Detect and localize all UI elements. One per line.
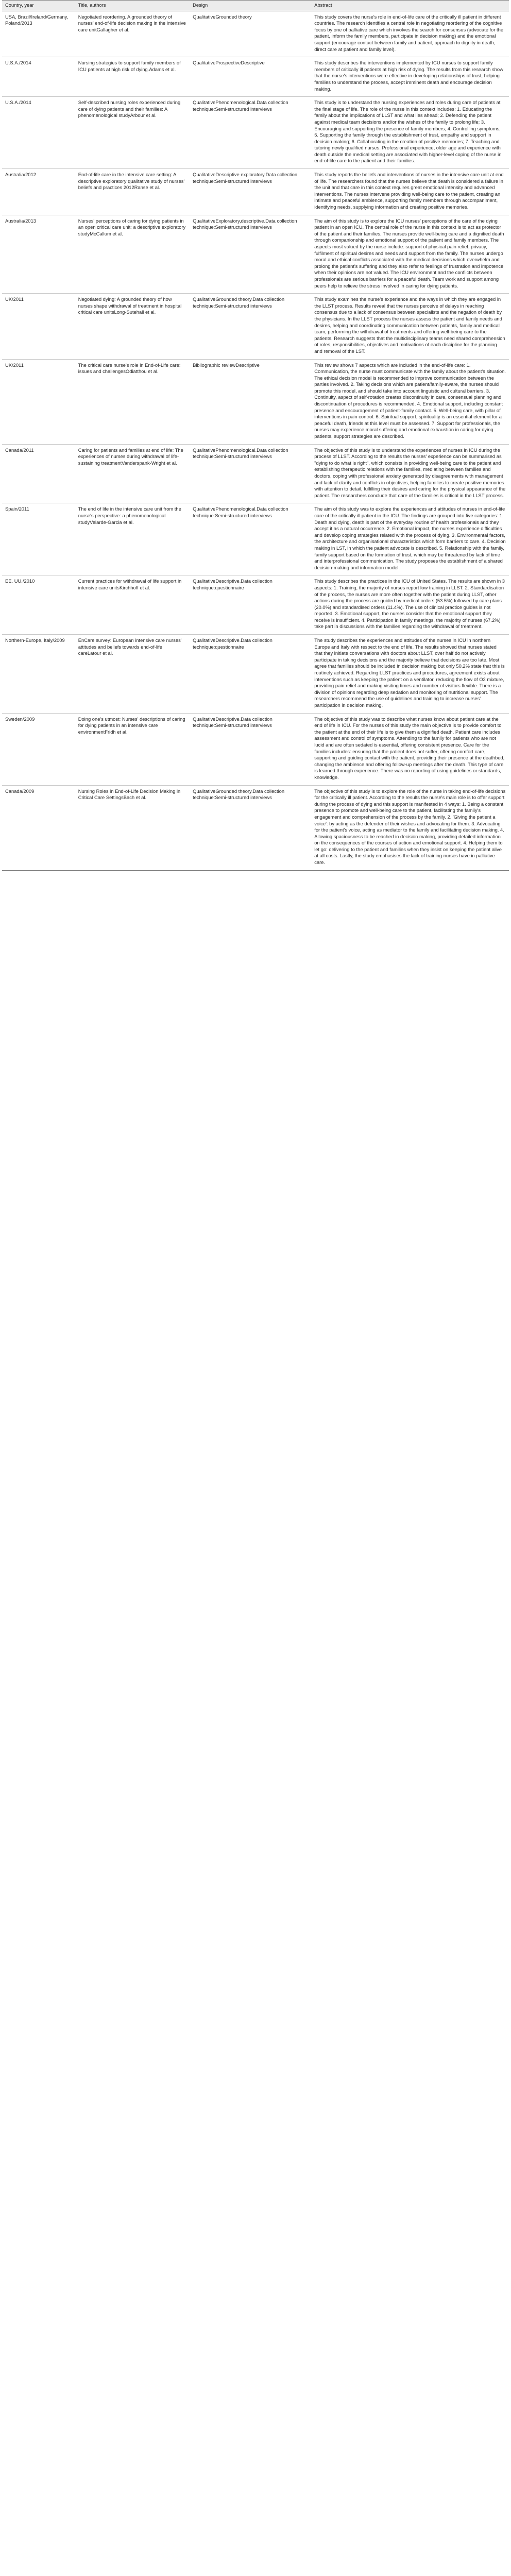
cell-design: QualitativeExploratory,descriptive.Data collection technique:Semi-structured interviews bbox=[190, 215, 311, 294]
table-row bbox=[2, 215, 509, 294]
table-row bbox=[2, 575, 509, 635]
literature-review-table bbox=[2, 0, 509, 871]
cell-design: Bibliographic reviewDescriptive bbox=[190, 359, 311, 444]
cell-country-year: USA, Brazil/Ireland/Germany, Poland/2013 bbox=[2, 11, 75, 57]
table-header bbox=[2, 1, 509, 11]
table-row bbox=[2, 713, 509, 785]
cell-design: QualitativeProspectiveDescriptive bbox=[190, 57, 311, 97]
table-row bbox=[2, 359, 509, 444]
cell-title-authors: End-of-life care in the intensive care setting: A descriptive exploratory qualitative study of nurses' beliefs and practices 2012Ranse et al. bbox=[75, 169, 190, 215]
cell-abstract: This study describes the practices in the ICU of United States. The results are shown in 3 aspects: 1. Training, the majority of nurses report low training in LLST. 2. Standardisation of the process, the nurses are more often together with the patient during LLST, other actions during the process are guided by medical orders (53.5%) followed by care plans (20.0%) and standardised orders (11.4%). The use of clinical practice guides is not reported. 3. Emotional support, the nurses consider that the emotional support they receive is insufficient. 4. Participation in family meetings, the majority of nurses (67.2%) take part in discussions with the families regarding the withdrawal of treatment. bbox=[311, 575, 509, 635]
header-design: Design bbox=[190, 1, 311, 11]
cell-country-year: Australia/2013 bbox=[2, 215, 75, 294]
cell-design: QualitativePhenomenological.Data collection technique:Semi-structured interviews bbox=[190, 503, 311, 575]
cell-design: QualitativeGrounded theory bbox=[190, 11, 311, 57]
table-row bbox=[2, 11, 509, 57]
cell-design: QualitativePhenomenological.Data collection technique:Semi-structured interviews bbox=[190, 97, 311, 169]
table-row bbox=[2, 785, 509, 870]
header-country-year: Country, year bbox=[2, 1, 75, 11]
header-row bbox=[2, 1, 509, 11]
cell-title-authors: Nursing strategies to support family members of ICU patients at high risk of dying.Adams et al. bbox=[75, 57, 190, 97]
cell-title-authors: The end of life in the intensive care unit from the nurse's perspective: a phenomenological studyVelarde-Garcia et al. bbox=[75, 503, 190, 575]
cell-abstract: The objective of this study was to describe what nurses know about patient care at the end of life in ICU. For the nurses of this study the main objective is to provide comfort to the patient at the end of their life is to give them a dignified death. Patient care includes assessment and control of symptoms. Attending to the family for patients who are not lucid and are often sedated is essential, offering consistent presence. Care for the families includes: ensuring that the patient does not suffer, offering comfort care, supporting and guiding contact with the patient, providing their presence at the deathbed, changing the ambience and offering follow-up meetings after the death. This type of care is learned through experience. There was no reporting of using guidelines or standards, knowledge. bbox=[311, 713, 509, 785]
cell-abstract: This review shows 7 aspects which are included in the end-of-life care: 1. Communication, the nurse must communicate with the family about the patient's situation. The ethical decision model is recommended to improve communication between the parties involved. 2. Taking decisions which are patient/family-aware, the nurses should promote this model, and should take into account linguistic and cultural barriers. 3. Continuity, aspect of self-rotation creates discontinuity in care, consensual planning and discontinuation of procedures is recommended. 4. Emotional support, including constant presence and encouragement of patient-family contact. 5. Well-being care, with pillar of interventions in pain control. 6. Spiritual support, spirituality is an essential element for a peaceful death, friends at this level must be assessed. 7. Support for professionals, the nurses may experience moral suffering and emotional exhaustion in caring for dying patients, support strategies are described. bbox=[311, 359, 509, 444]
table-row bbox=[2, 294, 509, 359]
cell-country-year: U.S.A./2014 bbox=[2, 57, 75, 97]
table-row bbox=[2, 635, 509, 714]
cell-abstract: This study reports the beliefs and interventions of nurses in the intensive care unit at end of life. The researchers found that the nurses believe that death is considered a failure in the unit and that care in this context requires great emotional intensity and advanced interventions. The nurses intervene providing well-being care to the patient, creating an intimate and peaceful ambience, supporting family members through accompaniment, identifying needs, supplying information and creating positive memories. bbox=[311, 169, 509, 215]
cell-country-year: Canada/2009 bbox=[2, 785, 75, 870]
cell-abstract: The objective of this study is to explore the role of the nurse in taking end-of-life decisions for the critically ill patient. According to the results the nurse's main role is to offer support during the process of dying and this support is manifested in 4 ways: 1. Being a constant presence to promote and well-being care to the patient, facilitating the family's engagement and comprehension of the process by the family. 2. 'Giving the patient a voice': by acting as the defender of their wishes and advocating for them. 3. Advocating for the patient's voice, acting as mediator to the family and facilitating decision making. 4. Allowing spaciousness to be reached in decision making, providing detailed information on the consequences of the courses of action and emotional support. 4. Helping them to let go: delivering to the patient and families when they insist on keeping the patient alive at all costs. Lastly, the study emphasises the lack of training nurses have in palliative care. bbox=[311, 785, 509, 870]
cell-title-authors: Negotiated reordering. A grounded theory of nurses' end-of-life decision making in the intensive care unitGallagher et al. bbox=[75, 11, 190, 57]
table-row bbox=[2, 444, 509, 503]
cell-abstract: This study covers the nurse's role in end-of-life care of the critically ill patient in different countries. The research identifies a central role in negotiating reordering of the cognitive focus by one of palliative care which involves the search for consensus (advocate for the patient, inform the family members, participate in decision making) and the emotional support (encourage contact between family and patient, approach to dignity in death, direct care at patient and family level). bbox=[311, 11, 509, 57]
cell-title-authors: Caring for patients and families at end of life: The experiences of nurses during withdrawal of life-sustaining treatmentVanderspank-Wright et al. bbox=[75, 444, 190, 503]
cell-design: QualitativeDescriptive.Data collection technique:questionnaire bbox=[190, 635, 311, 714]
cell-title-authors: Negotiated dying: A grounded theory of how nurses shape withdrawal of treatment in hospital critical care unitsLong-Sutehall et al. bbox=[75, 294, 190, 359]
cell-abstract: The objective of this study is to understand the experiences of nurses in ICU during the process of LLST. According to the results the nurses' experience can be summarised as "dying to do what is right", which consists in providing well-being care to the patient and establishing therapeutic relations with the families, mediating between families and doctors, coping with professional anxiety generated by disagreements with management and lack of clarity and conflicts in objectives, helping families to create positive memories with attention to detail, fulfilling their desires and caring for the physical appearance of the patient. The researchers conclude that care of the families is critical in the LLST process. bbox=[311, 444, 509, 503]
cell-abstract: This study describes the interventions implemented by ICU nurses to support family members of critically ill patients at high risk of dying. The results from this research show that the nurse's interventions were effective in developing relationships of trust, helping families to understand the process, accept imminent death and encourage decision making. bbox=[311, 57, 509, 97]
cell-abstract: The study describes the experiences and attitudes of the nurses in ICU in northern Europe and Italy with respect to the end of life. The results showed that nurses stated that they initiate conversations with doctors about LLST, over half do not actively participate in taking decisions and the majority believe that decisions are too late. Most agree that families should be included in decision making but only 50.2% state that this is routinely achieved. Regarding LLST practices and procedures, agreement exists about interventions such as keeping the patient on a ventilator, reducing the flow of O2 mixture, providing pain relief and making visiting times and number of visitors flexible. There is a division of opinions regarding deep sedation and monitoring of nutritional support. The researchers recommend the use of guidelines and training to increase nurses' participation in decision making. bbox=[311, 635, 509, 714]
cell-abstract: The aim of this study is to explore the ICU nurses' perceptions of the care of the dying patient in an open ICU. The central role of the nurse in this context is to act as protector of the patient and their families. The nurses provide well-being care and a dignified death through companionship and emotional support of the patient and family members. The aspects most valued by the nurse include: support of physical pain relief, privacy, fulfilment of spiritual desires and needs and support from the family. The nurses undergo moral and ethical conflicts associated with the medical decisions which overwhelm and prolong the patient's suffering and they also refer to feelings of frustration and impotence when their opinions are not valued. The ICU environment and the conflicts between professionals are serious barriers for a peaceful death. Team work and support among peers help to relieve the stress involved in caring for dying patients. bbox=[311, 215, 509, 294]
cell-country-year: Spain/2011 bbox=[2, 503, 75, 575]
header-abstract: Abstract bbox=[311, 1, 509, 11]
table-row bbox=[2, 503, 509, 575]
cell-title-authors: Doing one's utmost: Nurses' descriptions of caring for dying patients in an intensive care environmentFridh et al. bbox=[75, 713, 190, 785]
cell-country-year: Australia/2012 bbox=[2, 169, 75, 215]
cell-abstract: The aim of this study was to explore the experiences and attitudes of nurses in end-of-life care of the critically ill patient in the ICU. The findings are grouped into five categories: 1. Death and dying, death is part of the everyday routine of health professionals and they accept it as a natural occurrence. 2. Emotional impact, the nurses experience difficulties and develop coping strategies related with the process of dying. 3. Environmental factors, the architecture and organisational characteristics which form barriers to care. 4. Decision making in LST, in which the patient advocate is described. 5. Relationship with the family, family support based on the formation of trust, which may be threatened by lack of time and interprofessional communication. The study proposes the establishment of a shared decision-making and information model. bbox=[311, 503, 509, 575]
table-row bbox=[2, 97, 509, 169]
cell-country-year: Canada/2011 bbox=[2, 444, 75, 503]
table-row bbox=[2, 169, 509, 215]
cell-title-authors: Current practices for withdrawal of life support in intensive care unitsKirchhoff et al. bbox=[75, 575, 190, 635]
cell-abstract: This study is to understand the nursing experiences and roles during care of patients at the final stage of life. The role of the nurse in this context includes: 1. Educating the family about the implications of LLST and what lies ahead; 2. Defending the patient against medical team decisions and/or the wishes of the family to prolong life; 3. Encouraging and supporting the presence of family members; 4. Controlling symptoms; 5. Supporting the family through the establishment of trust, empathy and support in decision making; 6. Collaborating in the creation of positive memories; 7. Teaching and tutoring newly qualified nurses. Professional experience, older age and experience with death outside the medical setting are associated with higher-level coping of the nurse in end-of-life care to the patient and their families. bbox=[311, 97, 509, 169]
cell-design: QualitativeGrounded theory.Data collection technique:Semi-structured interviews bbox=[190, 294, 311, 359]
cell-title-authors: Self-described nursing roles experienced during care of dying patients and their families: A phenomenological studyArbour et al. bbox=[75, 97, 190, 169]
cell-title-authors: Nurses' perceptions of caring for dying patients in an open critical care unit: a descriptive exploratory studyMcCallum et al. bbox=[75, 215, 190, 294]
cell-country-year: EE. UU./2010 bbox=[2, 575, 75, 635]
cell-title-authors: The critical care nurse's role in End-of-Life care: issues and challengesOdiatthou et al. bbox=[75, 359, 190, 444]
cell-design: QualitativeDescriptive.Data collection technique:questionnaire bbox=[190, 575, 311, 635]
cell-country-year: UK/2011 bbox=[2, 294, 75, 359]
cell-country-year: UK/2011 bbox=[2, 359, 75, 444]
cell-country-year: Sweden/2009 bbox=[2, 713, 75, 785]
table-row bbox=[2, 57, 509, 97]
cell-title-authors: Nursing Roles in End-of-Life Decision Making in Critical Care SettingsBach et al. bbox=[75, 785, 190, 870]
cell-title-authors: EnCare survey: European intensive care nurses' attitudes and beliefs towards end-of-life careLatour et al. bbox=[75, 635, 190, 714]
cell-abstract: This study examines the nurse's experience and the ways in which they are engaged in the LLST process. Results reveal that the nurses perceive of delays in reaching consensus due to a lack of consensus between specialists and the negation of death by the physicians. In the LLST process the nurses assess the patient and family needs and desires, helping and coordinating communication between patients, family and medical team, performing the withdrawal of treatments and offering well-being care to the patients. Research suggests that the multidisciplinary teams need shared comprehension of roles, responsibilities, objectives and motivations of each discipline for the planning and removal of the LST. bbox=[311, 294, 509, 359]
header-title-authors: Title, authors bbox=[75, 1, 190, 11]
cell-design: QualitativeGrounded theory.Data collection technique:Semi-structured interviews bbox=[190, 785, 311, 870]
cell-country-year: U.S.A./2014 bbox=[2, 97, 75, 169]
table-body bbox=[2, 11, 509, 870]
cell-country-year: Northern-Europe, Italy/2009 bbox=[2, 635, 75, 714]
cell-design: QualitativeDescriptive exploratory.Data collection technique:Semi-structured interviews bbox=[190, 169, 311, 215]
cell-design: QualitativePhenomenological.Data collection technique:Semi-structured interviews bbox=[190, 444, 311, 503]
cell-design: QualitativeDescriptive.Data collection technique:Semi-structured interviews bbox=[190, 713, 311, 785]
